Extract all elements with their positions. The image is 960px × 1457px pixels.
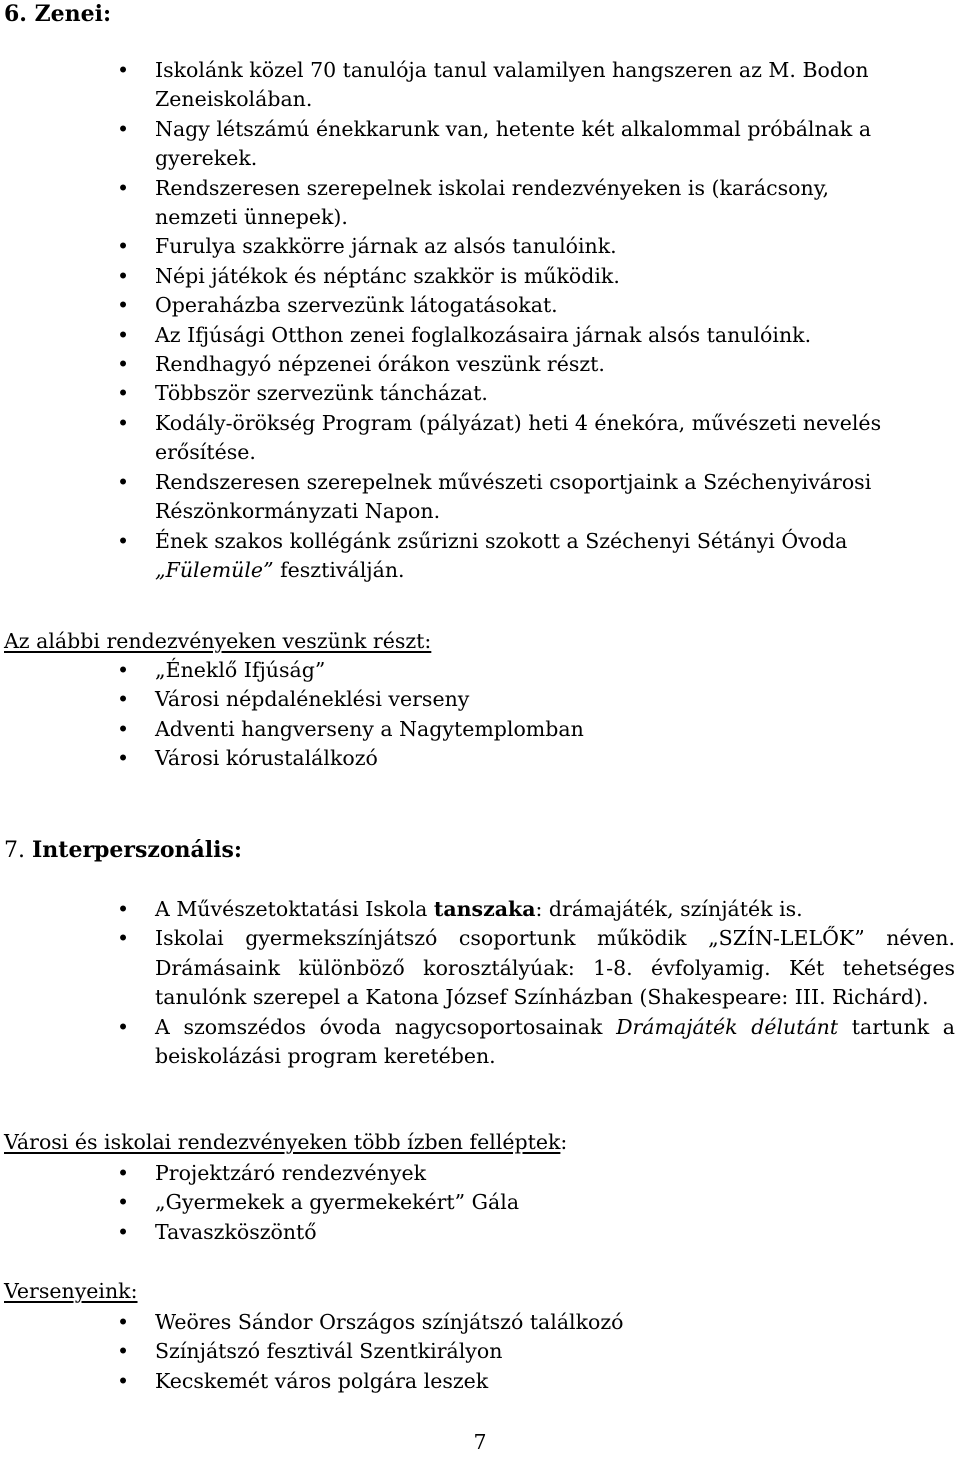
- events-list: [0, 656, 584, 774]
- performances-list: [0, 1159, 519, 1247]
- competitions-heading: Versenyeink:: [4, 1279, 138, 1303]
- music-activities-list: [0, 56, 955, 585]
- bullet-icon: •: [116, 528, 130, 553]
- list-item: • Rendszeresen szerepelnek művészeti csoportjaink a Széchenyivárosi Részönkormányzati Napon.: [116, 469, 872, 524]
- list-item: • Kodály-örökség Program (pályázat) heti 4 énekóra, művészeti nevelés erősítése.: [116, 410, 882, 465]
- bullet-icon: •: [116, 175, 130, 200]
- bullet-icon: •: [116, 716, 130, 741]
- list-item: • Kecskemét város polgára leszek: [0, 1367, 624, 1396]
- list-item: • Tavaszköszöntő: [0, 1218, 519, 1247]
- list-item: • Az Ifjúsági Otthon zenei foglalkozásaira járnak alsós tanulóink.: [0, 321, 955, 350]
- bullet-icon: •: [116, 116, 130, 141]
- list-item: • A Művészetoktatási Iskola tanszaka: drámajáték, színjáték is.: [0, 895, 955, 924]
- bullet-icon: •: [116, 926, 130, 951]
- list-item: • „Éneklő Ifjúság”: [0, 656, 584, 685]
- bullet-icon: •: [116, 746, 130, 771]
- list-item: • Furulya szakkörre járnak az alsós tanulóink.: [0, 232, 955, 261]
- list-item: • Városi kórustalálkozó: [0, 744, 584, 773]
- list-item: • Nagy létszámú énekkarunk van, hetente két alkalommal próbálnak a gyerekek.: [116, 116, 872, 171]
- bullet-icon: •: [116, 469, 130, 494]
- bullet-icon: •: [116, 293, 130, 318]
- list-item: • Színjátszó fesztivál Szentkirályon: [0, 1337, 624, 1366]
- bullet-icon: •: [116, 1161, 130, 1185]
- bullet-icon: •: [116, 352, 130, 377]
- list-item: • „Gyermekek a gyermekekért” Gála: [0, 1188, 519, 1217]
- list-item: • Többször szervezünk táncházat.: [0, 379, 955, 408]
- bullet-icon: •: [116, 263, 130, 288]
- bullet-icon: •: [116, 381, 130, 406]
- list-item: • Weöres Sándor Országos színjátszó találkozó: [0, 1308, 624, 1337]
- section-6-title: 6. Zenei:: [4, 1, 112, 27]
- bullet-icon: •: [116, 687, 130, 712]
- events-heading: Az alábbi rendezvényeken veszünk részt:: [4, 629, 432, 653]
- list-item: • Projektzáró rendezvények: [0, 1159, 519, 1188]
- list-item: • Rendszeresen szerepelnek iskolai rendezvényeken is (karácsony, nemzeti ünnepek).: [116, 175, 830, 230]
- performances-heading: Városi és iskolai rendezvényeken több ízben felléptek:: [4, 1130, 568, 1154]
- bullet-icon: •: [116, 1190, 130, 1215]
- bullet-icon: •: [116, 1310, 130, 1334]
- interpersonal-list: [0, 895, 955, 1071]
- bullet-icon: •: [116, 1368, 130, 1393]
- bullet-icon: •: [116, 897, 130, 921]
- competitions-list: [0, 1308, 624, 1396]
- list-item: • Iskolai gyermekszínjátszó csoportunk működik „SZÍN-LELŐK” néven. Drámásaink különböző korosztályúak: 1-8. évfolyamig. Két tehetséges tanulónk szerepel a Katona József Színházban (Shakespeare: III. Richárd).: [116, 926, 955, 1010]
- bullet-icon: •: [116, 234, 130, 259]
- list-item: • A szomszédos óvoda nagycsoportosainak Drámajáték délutánt tartunk a beiskolázási program keretében.: [116, 1014, 956, 1069]
- list-item: • Operaházba szervezünk látogatásokat.: [0, 291, 955, 320]
- bullet-icon: •: [116, 1339, 130, 1364]
- list-item: • Rendhagyó népzenei órákon veszünk részt.: [0, 350, 955, 379]
- list-item: • Iskolánk közel 70 tanulója tanul valamilyen hangszeren az M. Bodon Zeneiskolában.: [116, 58, 869, 112]
- bullet-icon: •: [116, 58, 130, 82]
- list-item: • Adventi hangverseny a Nagytemplomban: [0, 715, 584, 744]
- bullet-icon: •: [116, 658, 130, 682]
- list-item: • Népi játékok és néptánc szakkör is működik.: [0, 262, 955, 291]
- list-item: • Ének szakos kollégánk zsűrizni szokott a Széchenyi Sétányi Óvoda „Fülemüle” fesztiválján.: [116, 528, 848, 582]
- bullet-icon: •: [116, 410, 130, 435]
- bullet-icon: •: [116, 322, 130, 347]
- bullet-icon: •: [116, 1219, 130, 1244]
- page-number: 7: [473, 1430, 487, 1454]
- list-item: • Városi népdaléneklési verseny: [0, 685, 584, 714]
- section-7-title: 7. Interperszonális:: [4, 837, 243, 863]
- bullet-icon: •: [116, 1014, 130, 1039]
